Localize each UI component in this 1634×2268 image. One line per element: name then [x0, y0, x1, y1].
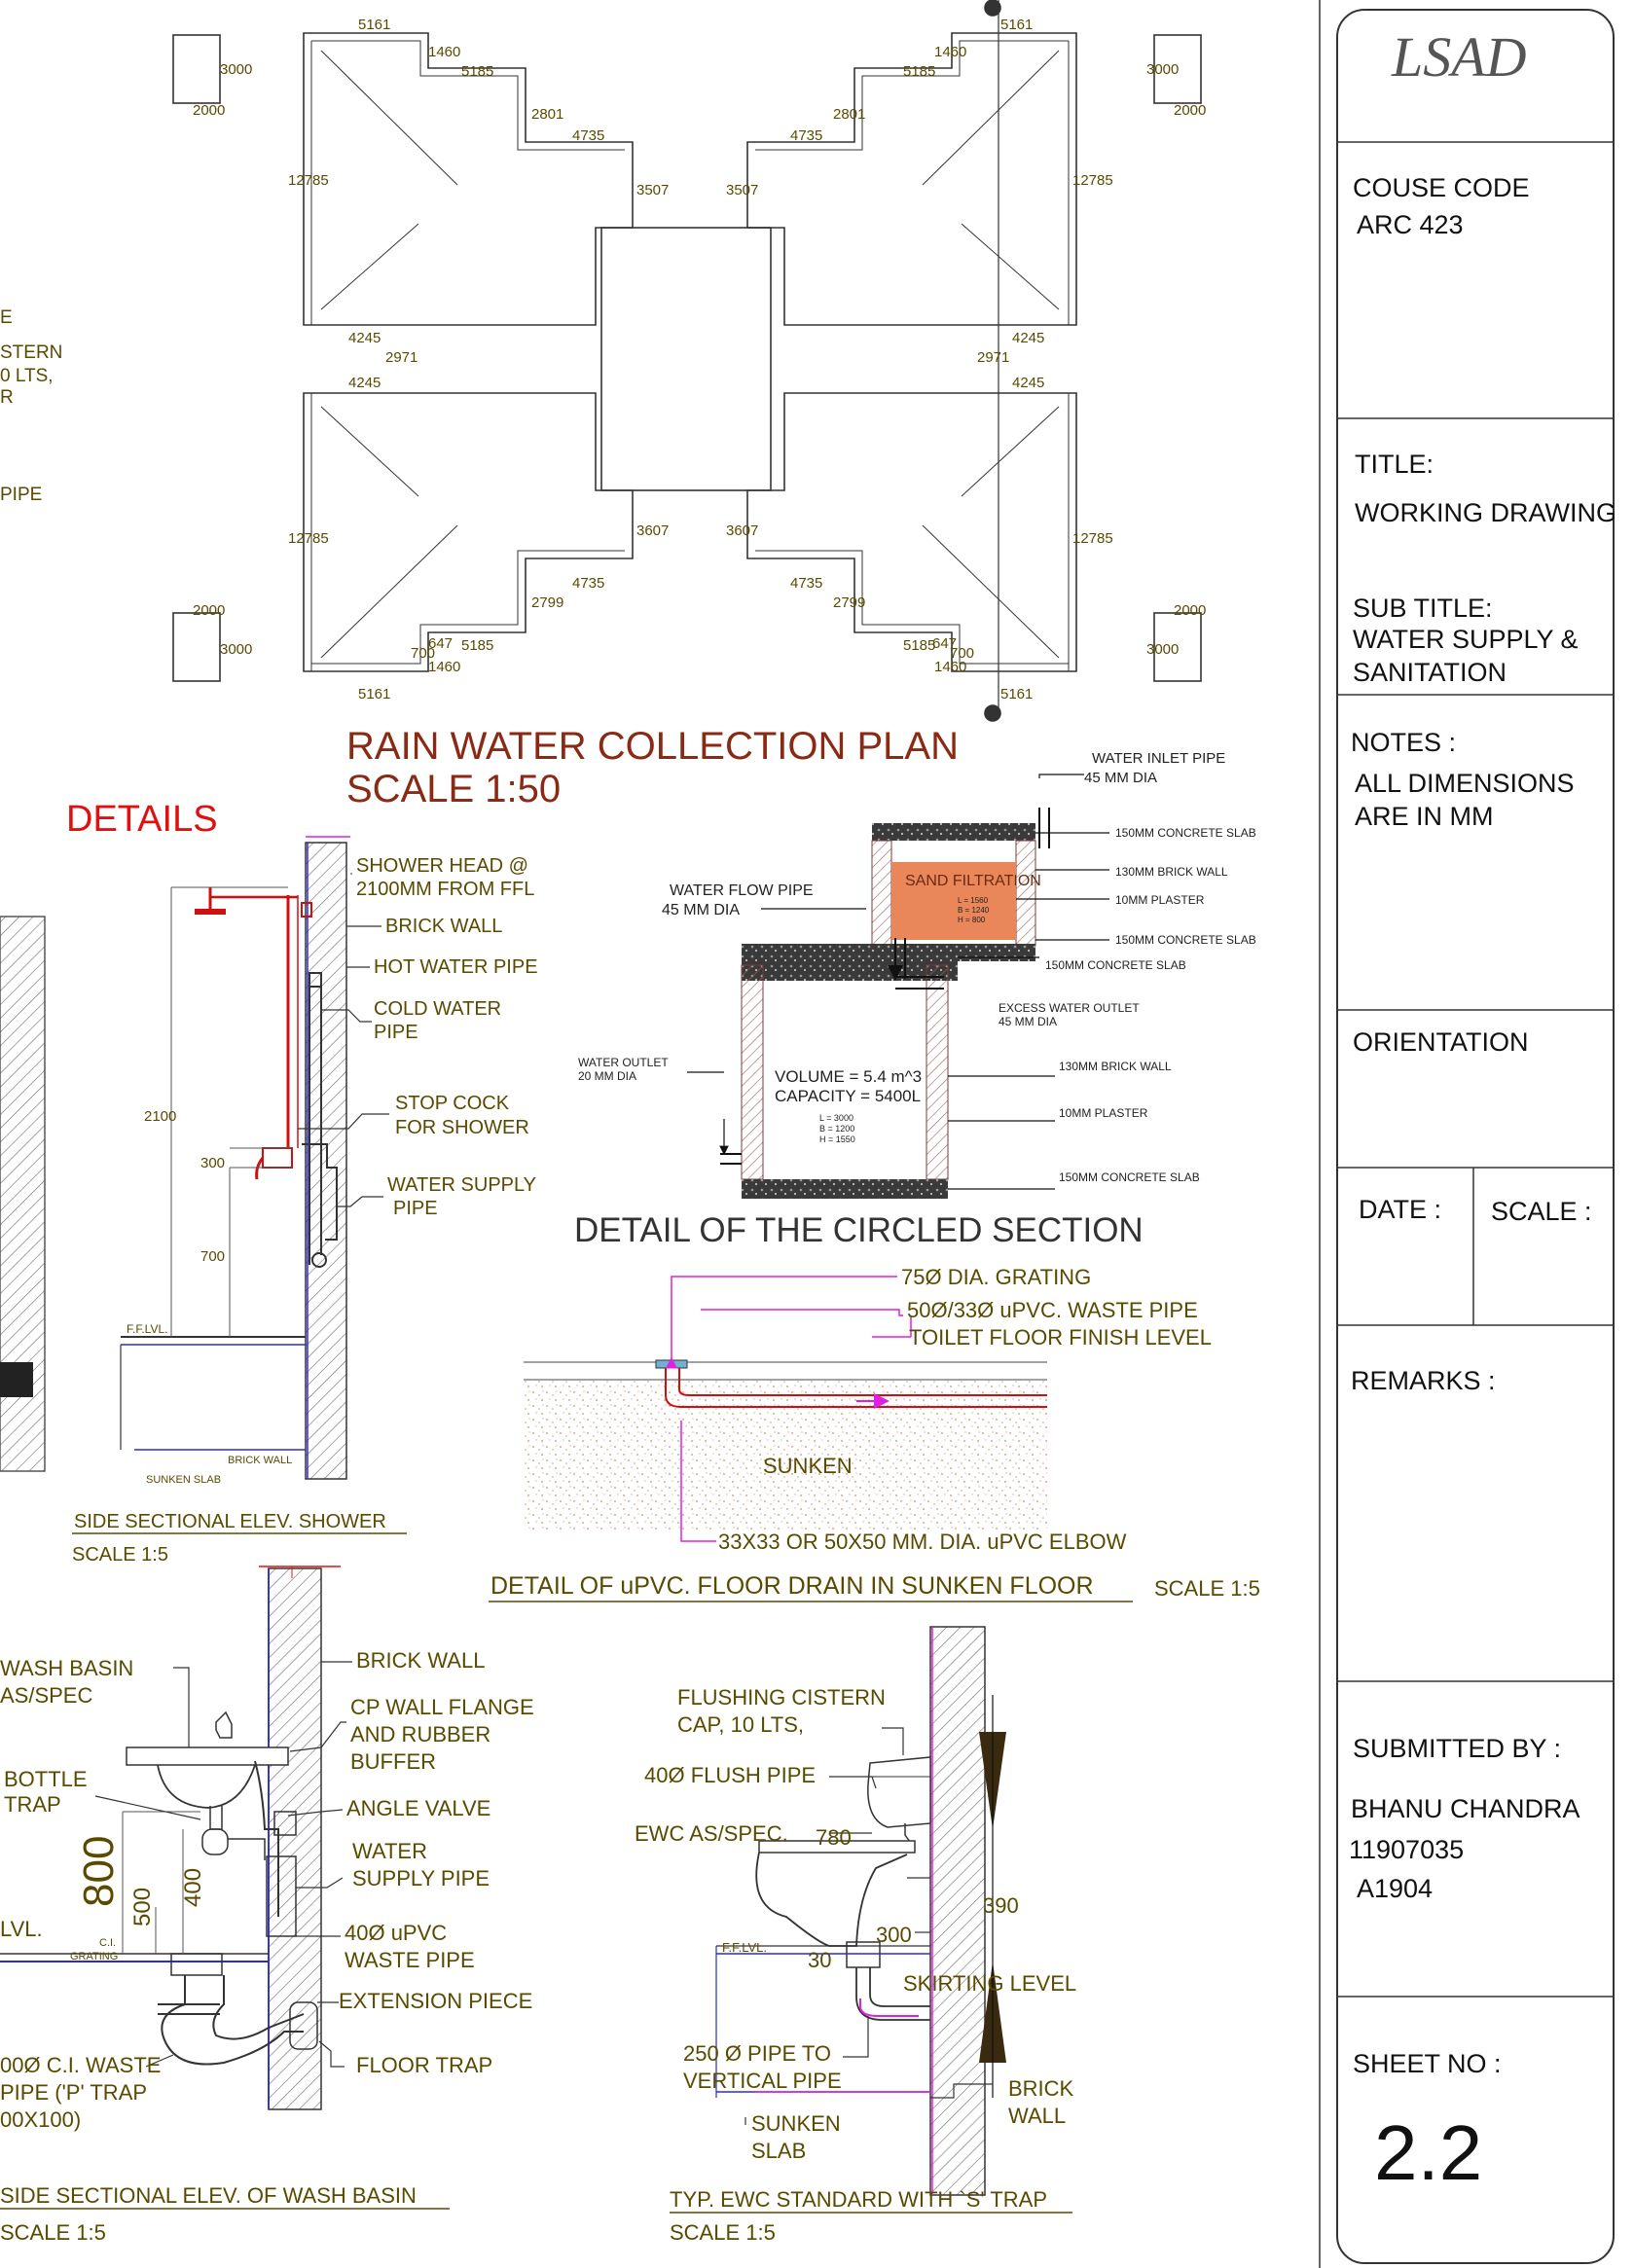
washbasin-labels-5-label: CP WALL FLANGE — [350, 1695, 534, 1719]
tank-caption-label: DETAIL OF THE CIRCLED SECTION — [574, 1211, 1144, 1249]
plan-left_notes-1-label: STERN — [0, 342, 63, 363]
washbasin-labels-2-label: BOTTLE — [4, 1767, 88, 1791]
plan-dims-2-label: 5185 — [461, 637, 494, 654]
plan-dims-1-label: 1460 — [934, 44, 967, 60]
tank-labels-12-label: WATER FLOW PIPE — [670, 882, 814, 899]
plan-outline-sw — [304, 393, 633, 671]
date-label: DATE : — [1359, 1195, 1442, 1224]
course-code-label: COUSE CODE — [1353, 173, 1530, 202]
ewc-dims-0-label: 780 — [816, 1825, 852, 1850]
tank-labels-8-label: 45 MM DIA — [999, 1015, 1058, 1028]
downpipe-box-sw — [173, 613, 220, 681]
tank-section — [687, 774, 1109, 1199]
plan-left_notes-4-label: PIPE — [0, 485, 43, 505]
plan-dims-14-label: 2000 — [193, 602, 226, 619]
plan-dims-7-label: 4245 — [1012, 375, 1045, 391]
title-label: TITLE: — [1355, 450, 1434, 479]
shower-labels-4-label: COLD WATER — [374, 998, 502, 1020]
plan-left_notes-2-label: 0 LTS, — [0, 366, 54, 386]
notes-line-1: ALL DIMENSIONS — [1355, 769, 1575, 798]
tank-labels-9-label: 130MM BRICK WALL — [1059, 1060, 1172, 1073]
subtitle-line-1: WATER SUPPLY & — [1353, 625, 1579, 654]
plan-dims-13-label: 3000 — [220, 641, 253, 658]
plan-dims-4-label: 4735 — [572, 127, 605, 144]
washbasin-labels-15-label: 00Ø C.I. WASTE — [0, 2053, 162, 2077]
plan-dimensions — [193, 17, 1206, 702]
ewc-labels-9-label: BRICK — [1008, 2076, 1074, 2101]
course-code: ARC 423 — [1357, 210, 1464, 239]
ewc-brick-wall — [930, 1627, 985, 2195]
submitted-section: A1904 — [1357, 1874, 1434, 1903]
sheet-no-label: SHEET NO : — [1353, 2049, 1502, 2078]
plan-dims-2-label: 5185 — [461, 63, 494, 80]
tank-labels-10-label: 10MM PLASTER — [1059, 1106, 1148, 1120]
plan-dims-8-label: 2971 — [385, 349, 418, 366]
basin-height-dim: 800 — [75, 1835, 123, 1907]
washbasin-labels-16-label: PIPE ('P' TRAP — [0, 2080, 148, 2105]
plan-dims-10-label: 2799 — [833, 594, 866, 611]
ewc-dims-1-label: 390 — [983, 1893, 1019, 1918]
rain-water-plan — [173, 0, 1201, 721]
submitted-id: 11907035 — [1349, 1835, 1465, 1864]
plan-dims-6-label: 12785 — [288, 172, 329, 189]
shower-small-0-label: F.F.LVL. — [127, 1322, 168, 1336]
tank-labels-15-label: 20 MM DIA — [578, 1069, 637, 1083]
plan-dims-0-label: 5161 — [1000, 17, 1034, 33]
notes-line-2: ARE IN MM — [1355, 802, 1494, 831]
tank-labels-5-label: 150MM CONCRETE SLAB — [1115, 933, 1256, 947]
plan-dims-13-label: 3000 — [1146, 61, 1180, 78]
subtitle-label: SUB TITLE: — [1353, 594, 1493, 623]
shower-dims-2-label: 700 — [200, 1248, 226, 1265]
ewc-labels-0-label: FLUSHING CISTERN — [677, 1685, 886, 1710]
tank-sand_dims-0-label: L = 1560 — [958, 896, 989, 905]
plan-dims-5-label: 3507 — [726, 182, 759, 198]
shower-labels-8-label: WATER SUPPLY — [387, 1174, 536, 1196]
plan-dims-8-label: 2971 — [977, 349, 1010, 366]
shower-labels-2-label: BRICK WALL — [385, 916, 503, 937]
shower-labels-0-label: SHOWER HEAD @ — [356, 855, 528, 877]
washbasin-labels-7-label: BUFFER — [350, 1749, 436, 1774]
shower-labels-1-label: 2100MM FROM FFL — [356, 879, 535, 900]
basin-brick-wall — [269, 1568, 321, 2109]
washbasin-labels-3-label: TRAP — [4, 1792, 61, 1817]
plan-dims-1-label: 1460 — [934, 659, 967, 675]
washbasin-labels-10-label: SUPPLY PIPE — [352, 1866, 490, 1890]
plan-dims-12-label: 700 — [411, 645, 436, 662]
basin-dim-400: 400 — [180, 1867, 206, 1907]
washbasin-labels-14-label: FLOOR TRAP — [356, 2053, 493, 2077]
plan-dims-2-label: 5185 — [903, 637, 936, 654]
tank-labels-13-label: 45 MM DIA — [662, 902, 741, 918]
washbasin-labels-12-label: WASTE PIPE — [345, 1948, 475, 1972]
flushing-cistern — [868, 1757, 930, 1827]
wash-basin-labels — [0, 1648, 534, 2245]
faucet-icon — [216, 1712, 232, 1738]
drain-labels-1-label: 50Ø/33Ø uPVC. WASTE PIPE — [907, 1298, 1198, 1322]
washbasin-labels-11-label: 40Ø uPVC — [345, 1921, 448, 1945]
wash-basin-bowl — [158, 1765, 255, 1808]
plan-outline-se — [747, 393, 1076, 671]
tank-right-wall — [926, 965, 948, 1179]
washbasin-labels-9-label: WATER — [352, 1839, 427, 1863]
central-tank — [601, 228, 771, 490]
plan-dims-13-label: 3000 — [1146, 641, 1180, 658]
plan-dims-12-label: 700 — [950, 645, 975, 662]
plan-dims-1-label: 1460 — [428, 659, 461, 675]
shower-labels-5-label: PIPE — [374, 1022, 418, 1043]
washbasin-labels-18-label: LVL. — [0, 1917, 43, 1941]
drain-caption-label: DETAIL OF uPVC. FLOOR DRAIN IN SUNKEN FLOOR — [490, 1572, 1094, 1600]
downpipe-box-nw — [173, 35, 220, 103]
tank-labels-14-label: WATER OUTLET — [578, 1056, 669, 1069]
plan-dims-11-label: 647 — [932, 635, 958, 652]
drain-labels-3-label: SUNKEN — [763, 1454, 853, 1478]
tank-labels-11-label: 150MM CONCRETE SLAB — [1059, 1170, 1200, 1184]
remarks-label: REMARKS : — [1351, 1366, 1496, 1395]
ewc-dims-3-label: 30 — [808, 1948, 832, 1972]
tank-labels-3-label: 130MM BRICK WALL — [1115, 865, 1228, 879]
plan-left_notes-0-label: E — [0, 307, 13, 328]
washbasin-labels-8-label: ANGLE VALVE — [346, 1796, 491, 1820]
submitted-by-label: SUBMITTED BY : — [1353, 1734, 1562, 1763]
shower-scale-label: SCALE 1:5 — [72, 1544, 168, 1566]
washbasin-labels-19-label: C.I. — [99, 1937, 117, 1949]
plan-dims-3-label: 2801 — [531, 106, 564, 123]
shower-labels-3-label: HOT WATER PIPE — [374, 956, 538, 978]
plan-dims-14-label: 2000 — [193, 102, 226, 119]
shower-dims-0-label: 2100 — [144, 1108, 177, 1125]
shower-head-icon — [195, 909, 226, 915]
ewc-scale-label: SCALE 1:5 — [670, 2220, 776, 2245]
plan-dims-14-label: 2000 — [1174, 602, 1207, 619]
tank-volume-label: VOLUME = 5.4 m^3 — [775, 1067, 923, 1086]
ewc-labels-3-label: EWC AS/SPEC. — [635, 1821, 788, 1846]
tank-tank_dims-1-label: B = 1200 — [819, 1124, 855, 1134]
plan-dims-9-label: 3607 — [636, 522, 670, 539]
washbasin-labels-6-label: AND RUBBER — [350, 1722, 491, 1746]
plan-dims-0-label: 5161 — [358, 17, 391, 33]
subtitle-line-2: SANITATION — [1353, 658, 1507, 687]
tank-sand_filtration-label: SAND FILTRATION — [905, 873, 1041, 889]
plan-dims-7-label: 4245 — [348, 375, 381, 391]
basin-dim-500: 500 — [129, 1887, 156, 1926]
logo-lsad: LSAD — [1392, 25, 1527, 89]
ewc-labels-6-label: VERTICAL PIPE — [683, 2069, 842, 2093]
washbasin-labels-13-label: EXTENSION PIECE — [339, 1989, 533, 2013]
tank-capacity-label: CAPACITY = 5400L — [775, 1087, 922, 1105]
plan-left_notes-3-label: R — [0, 387, 14, 408]
plan-dims-7-label: 4245 — [348, 330, 381, 346]
submitted-name: BHANU CHANDRA — [1351, 1794, 1580, 1823]
wash-basin-detail — [0, 1566, 352, 2109]
ewc-labels — [635, 1685, 1076, 2245]
tank-labels-7-label: EXCESS WATER OUTLET — [999, 1001, 1140, 1015]
plan-scale: SCALE 1:50 — [346, 768, 562, 810]
title-block — [1320, 0, 1616, 2268]
top-concrete-slab — [872, 823, 1035, 841]
tank-tank_dims-2-label: H = 1550 — [819, 1134, 855, 1144]
washbasin-caption-label: SIDE SECTIONAL ELEV. OF WASH BASIN — [0, 2183, 417, 2208]
plan-dims-0-label: 5161 — [358, 686, 391, 702]
ewc-labels-2-label: 40Ø FLUSH PIPE — [644, 1763, 817, 1787]
tank-tank_dims-0-label: L = 3000 — [819, 1113, 853, 1123]
washbasin-labels-17-label: 00X100) — [0, 2107, 82, 2132]
plan-dims-1-label: 1460 — [428, 44, 461, 60]
ewc-labels-7-label: SUNKEN — [751, 2111, 841, 2136]
plan-dims-4-label: 4735 — [572, 575, 605, 592]
bottom-concrete-slab — [742, 1179, 948, 1199]
tank-labels-4-label: 10MM PLASTER — [1115, 893, 1205, 907]
details-heading: DETAILS — [66, 799, 218, 840]
title-block-frame — [1337, 10, 1614, 2263]
bottle-trap-icon — [202, 1829, 228, 1854]
plan-dims-2-label: 5185 — [903, 63, 936, 80]
drain-labels-2-label: TOILET FLOOR FINISH LEVEL — [909, 1325, 1212, 1350]
notes-label: NOTES : — [1351, 728, 1457, 757]
sheet-no: 2.2 — [1374, 2109, 1483, 2196]
plan-dims-13-label: 3000 — [220, 61, 253, 78]
ewc-labels-8-label: SLAB — [751, 2139, 807, 2163]
ewc-labels-4-label: SKIRTING LEVEL — [903, 1971, 1077, 1996]
tank-labels-2-label: 150MM CONCRETE SLAB — [1115, 826, 1256, 840]
shower-caption-label: SIDE SECTIONAL ELEV. SHOWER — [74, 1511, 386, 1532]
washbasin-labels-20-label: GRATING — [70, 1951, 119, 1962]
shower-labels-6-label: STOP COCK — [395, 1093, 510, 1114]
shower-detail — [0, 837, 389, 1479]
plan-dims-11-label: 647 — [428, 635, 454, 652]
shower-dims-1-label: 300 — [200, 1155, 226, 1171]
tank-sand_dims-1-label: B = 1240 — [958, 906, 990, 915]
plan-dims-10-label: 2799 — [531, 594, 564, 611]
ewc-labels-11-label: F.F.LVL. — [722, 1940, 768, 1955]
washbasin-scale-label: SCALE 1:5 — [0, 2220, 106, 2245]
plan-title: RAIN WATER COLLECTION PLAN — [346, 725, 959, 768]
plan-dims-5-label: 3507 — [636, 182, 670, 198]
tank-labels-0-label: WATER INLET PIPE — [1092, 750, 1226, 767]
tank-labels-1-label: 45 MM DIA — [1084, 770, 1158, 786]
ewc-labels-10-label: WALL — [1008, 2104, 1067, 2128]
ewc-labels-1-label: CAP, 10 LTS, — [677, 1712, 805, 1737]
title-value: WORKING DRAWING — [1355, 498, 1616, 527]
shower-small-1-label: BRICK WALL — [228, 1455, 293, 1466]
shower-labels-9-label: PIPE — [393, 1198, 438, 1219]
plan-dims-9-label: 3607 — [726, 522, 759, 539]
plan-dims-6-label: 12785 — [1072, 172, 1113, 189]
shower-small-2-label: SUNKEN SLAB — [146, 1474, 222, 1486]
drain-labels-0-label: 75Ø DIA. GRATING — [901, 1265, 1092, 1289]
washbasin-labels-1-label: AS/SPEC — [0, 1683, 93, 1708]
plan-dims-14-label: 2000 — [1174, 102, 1207, 119]
tank-labels-6-label: 150MM CONCRETE SLAB — [1045, 958, 1186, 972]
plan-left-notes — [0, 307, 62, 505]
tank-sand_dims-2-label: H = 800 — [958, 916, 986, 924]
shower-labels-7-label: FOR SHOWER — [395, 1117, 529, 1138]
drain-labels-4-label: 33X33 OR 50X50 MM. DIA. uPVC ELBOW — [718, 1530, 1127, 1554]
ewc-dims-2-label: 300 — [876, 1923, 912, 1947]
plan-dims-6-label: 12785 — [1072, 530, 1113, 547]
plan-dims-0-label: 5161 — [1000, 686, 1034, 702]
plan-dims-7-label: 4245 — [1012, 330, 1045, 346]
orientation-label: ORIENTATION — [1353, 1027, 1529, 1057]
plan-dims-4-label: 4735 — [790, 575, 823, 592]
washbasin-labels-0-label: WASH BASIN — [0, 1656, 134, 1680]
plan-dims-4-label: 4735 — [790, 127, 823, 144]
drain-scale-label: SCALE 1:5 — [1154, 1576, 1260, 1601]
scale-label: SCALE : — [1491, 1197, 1592, 1226]
tank-left-wall — [742, 965, 763, 1179]
plan-dims-3-label: 2801 — [833, 106, 866, 123]
ewc-labels-5-label: 250 Ø PIPE TO — [683, 2041, 832, 2066]
plan-dims-6-label: 12785 — [288, 530, 329, 547]
ewc-caption-label: TYP. EWC STANDARD WITH `S' TRAP — [670, 2187, 1048, 2212]
washbasin-labels-4-label: BRICK WALL — [356, 1648, 486, 1673]
